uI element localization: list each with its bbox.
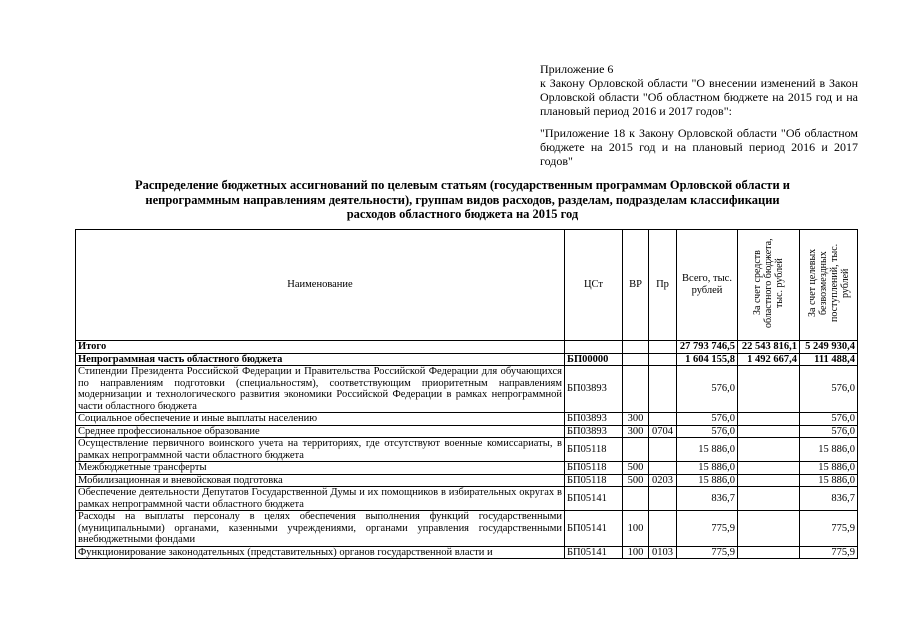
cell-vr bbox=[623, 438, 649, 462]
header-cst: ЦСт bbox=[565, 230, 623, 341]
cell-regional bbox=[738, 425, 800, 438]
cell-pr bbox=[649, 366, 677, 413]
header-regional: За счет средств областного бюджета, тыс. рублей bbox=[738, 230, 800, 341]
cell-vr: 500 bbox=[623, 474, 649, 487]
cell-total: 576,0 bbox=[677, 366, 738, 413]
cell-cst: БП05141 bbox=[565, 487, 623, 511]
table-row bbox=[76, 462, 858, 475]
cell-pr bbox=[649, 438, 677, 462]
cell-pr bbox=[649, 341, 677, 354]
cell-cst: БП05118 bbox=[565, 462, 623, 475]
cell-vr bbox=[623, 341, 649, 354]
cell-pr: 0103 bbox=[649, 546, 677, 559]
cell-gratuitous: 5 249 930,4 bbox=[800, 341, 858, 354]
cell-gratuitous: 576,0 bbox=[800, 366, 858, 413]
header-name: Наименование bbox=[76, 230, 565, 341]
cell-total: 775,9 bbox=[677, 546, 738, 559]
cell-pr bbox=[649, 353, 677, 366]
cell-cst: БП05141 bbox=[565, 511, 623, 547]
cell-name: Расходы на выплаты персоналу в целях обеспечения выполнения функций государственными (муниципальными) органами, казенными учреждениями, органами управления государственными внебюджетными фондами bbox=[76, 511, 565, 547]
cell-vr: 300 bbox=[623, 425, 649, 438]
cell-name: Мобилизационная и вневойсковая подготовка bbox=[76, 474, 565, 487]
table-row bbox=[76, 487, 858, 511]
cell-regional bbox=[738, 474, 800, 487]
table-row bbox=[76, 341, 858, 354]
cell-regional bbox=[738, 438, 800, 462]
cell-pr bbox=[649, 462, 677, 475]
cell-pr bbox=[649, 413, 677, 426]
cell-gratuitous: 111 488,4 bbox=[800, 353, 858, 366]
header-total: Всего, тыс. рублей bbox=[677, 230, 738, 341]
cell-total: 775,9 bbox=[677, 511, 738, 547]
cell-name: Осуществление первичного воинского учета на территориях, где отсутствуют военные комиссариаты, в рамках непрограммной части областного бюджета bbox=[76, 438, 565, 462]
cell-total: 576,0 bbox=[677, 425, 738, 438]
budget-table bbox=[75, 229, 858, 559]
cell-gratuitous: 576,0 bbox=[800, 413, 858, 426]
header-pr: Пр bbox=[649, 230, 677, 341]
table-row bbox=[76, 438, 858, 462]
document-title: Распределение бюджетных ассигнований по целевым статьям (государственным программам Орловской области и непрограммным направлениям деятельности), группам видов расходов, разделам, подразделам классификации расходов областного бюджета на 2015 год bbox=[135, 178, 790, 221]
cell-pr: 0203 bbox=[649, 474, 677, 487]
table-row bbox=[76, 425, 858, 438]
header-vr: ВР bbox=[623, 230, 649, 341]
cell-cst: БП05118 bbox=[565, 474, 623, 487]
cell-vr bbox=[623, 353, 649, 366]
cell-total: 576,0 bbox=[677, 413, 738, 426]
cell-name: Итого bbox=[76, 341, 565, 354]
table-row bbox=[76, 353, 858, 366]
cell-name: Межбюджетные трансферты bbox=[76, 462, 565, 475]
cell-vr bbox=[623, 366, 649, 413]
cell-name: Функционирование законодательных (представительных) органов государственной власти и bbox=[76, 546, 565, 559]
appendix-reference-block bbox=[540, 126, 858, 168]
cell-vr: 100 bbox=[623, 511, 649, 547]
cell-cst: БП00000 bbox=[565, 353, 623, 366]
cell-vr: 300 bbox=[623, 413, 649, 426]
cell-regional bbox=[738, 546, 800, 559]
table-row bbox=[76, 366, 858, 413]
cell-total: 836,7 bbox=[677, 487, 738, 511]
table-header-row bbox=[76, 230, 858, 341]
cell-regional bbox=[738, 487, 800, 511]
cell-total: 15 886,0 bbox=[677, 438, 738, 462]
cell-pr bbox=[649, 511, 677, 547]
cell-cst: БП03893 bbox=[565, 366, 623, 413]
table-row bbox=[76, 511, 858, 547]
cell-name: Среднее профессиональное образование bbox=[76, 425, 565, 438]
cell-cst: БП03893 bbox=[565, 413, 623, 426]
cell-cst bbox=[565, 341, 623, 354]
cell-vr: 100 bbox=[623, 546, 649, 559]
cell-gratuitous: 775,9 bbox=[800, 511, 858, 547]
appendix-heading: Приложение 6 bbox=[540, 62, 614, 76]
cell-total: 15 886,0 bbox=[677, 462, 738, 475]
appendix-reference: "Приложение 18 к Закону Орловской области "Об областном бюджете на 2015 год и на плановый период 2016 и 2017 годов" bbox=[540, 126, 858, 168]
header-gratuitous: За счет целевых безвозмездных поступлений, тыс. рублей bbox=[800, 230, 858, 341]
cell-gratuitous: 15 886,0 bbox=[800, 474, 858, 487]
cell-name: Стипендии Президента Российской Федерации и Правительства Российской Федерации для обучающихся по направлениям подготовки (специальностям), соответствующим приоритетным направлениям модернизации и технологического развития экономики Российской Федерации в рамках непрограммной части областного бюджета bbox=[76, 366, 565, 413]
cell-regional bbox=[738, 366, 800, 413]
table-row bbox=[76, 546, 858, 559]
cell-regional: 22 543 816,1 bbox=[738, 341, 800, 354]
cell-cst: БП05118 bbox=[565, 438, 623, 462]
cell-gratuitous: 576,0 bbox=[800, 425, 858, 438]
cell-name: Обеспечение деятельности Депутатов Государственной Думы и их помощников в избирательных округах в рамках непрограммной части областного бюджета bbox=[76, 487, 565, 511]
cell-name: Непрограммная часть областного бюджета bbox=[76, 353, 565, 366]
cell-cst: БП03893 bbox=[565, 425, 623, 438]
cell-vr: 500 bbox=[623, 462, 649, 475]
cell-total: 15 886,0 bbox=[677, 474, 738, 487]
cell-cst: БП05141 bbox=[565, 546, 623, 559]
cell-gratuitous: 15 886,0 bbox=[800, 462, 858, 475]
cell-pr: 0704 bbox=[649, 425, 677, 438]
cell-gratuitous: 15 886,0 bbox=[800, 438, 858, 462]
cell-gratuitous: 775,9 bbox=[800, 546, 858, 559]
cell-pr bbox=[649, 487, 677, 511]
cell-regional bbox=[738, 413, 800, 426]
cell-total: 1 604 155,8 bbox=[677, 353, 738, 366]
cell-regional bbox=[738, 462, 800, 475]
cell-total: 27 793 746,5 bbox=[677, 341, 738, 354]
table-row bbox=[76, 474, 858, 487]
appendix-law-text: к Закону Орловской области "О внесении изменений в Закон Орловской области "Об областном бюджете на 2015 год и на плановый период 2016 и 2017 годов": bbox=[540, 76, 858, 118]
cell-name: Социальное обеспечение и иные выплаты населению bbox=[76, 413, 565, 426]
cell-vr bbox=[623, 487, 649, 511]
cell-gratuitous: 836,7 bbox=[800, 487, 858, 511]
appendix-block bbox=[540, 62, 858, 118]
cell-regional: 1 492 667,4 bbox=[738, 353, 800, 366]
table-row bbox=[76, 413, 858, 426]
cell-regional bbox=[738, 511, 800, 547]
